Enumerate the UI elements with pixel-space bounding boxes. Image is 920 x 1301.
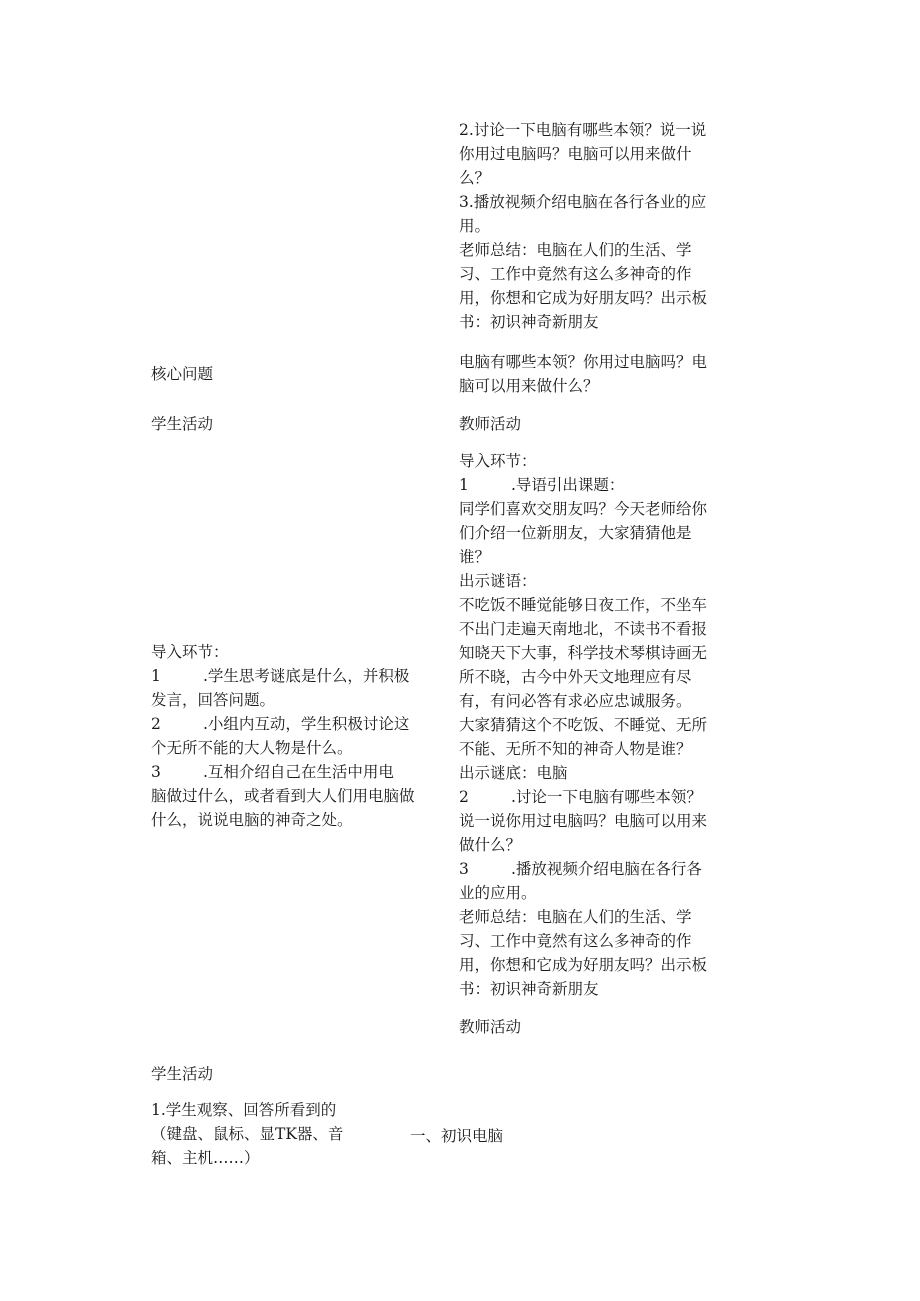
text-line: 什么，说说电脑的神奇之处。 [151, 811, 353, 829]
list-item [151, 664, 415, 688]
text-line: 发言，回答问题。 [151, 691, 276, 709]
section-title: 导入环节： [151, 643, 229, 661]
core-question-text [459, 350, 707, 398]
text-line: 同学们喜欢交朋友吗？今天老师给你 [459, 500, 708, 518]
text-line: 脑做过什么，或者看到大人们用电脑做 [151, 787, 415, 805]
item-text: .互相介绍自己在生活中用电 [203, 763, 394, 781]
text-line: 所不晓，古今中外天文地理应有尽 [459, 668, 692, 686]
item-text: .学生思考谜底是什么，并积极 [203, 667, 410, 685]
student-activity-header-2: 学生活动 [151, 1065, 214, 1083]
text-line: 不能、无所不知的神奇人物是谁？ [459, 740, 692, 758]
text-line: 么？ [459, 169, 491, 187]
list-item [459, 857, 707, 881]
list-item [151, 760, 415, 784]
text-line: 老师总结：电脑在人们的生活、学 [459, 241, 692, 259]
text-line: 个无所不能的大人物是什么。 [151, 739, 353, 757]
student-observation-block [151, 1098, 343, 1170]
text-line: 1.学生观察、回答所看到的 [151, 1101, 337, 1119]
item-number: 1 [459, 476, 469, 494]
teacher-activity-header-2: 教师活动 [459, 1018, 522, 1036]
text-line: 知晓天下大事，科学技术琴棋诗画无 [459, 644, 708, 662]
text-line: 用，你想和它成为好朋友吗？出示板 [459, 956, 708, 974]
text-line: 书：初识神奇新朋友 [459, 313, 599, 331]
top-teacher-continuation [459, 118, 707, 334]
teacher-intro-section [459, 449, 707, 1001]
text-line: （键盘、鼠标、显TK器、音 [151, 1125, 344, 1143]
text-line: 箱、主机……） [151, 1149, 260, 1167]
student-activity-header: 学生活动 [151, 415, 214, 433]
text-line: 不出门走遍天南地北，不读书不看报 [459, 620, 708, 638]
section-title-computer: 一、初识电脑 [410, 1127, 504, 1145]
text-line: 用。 [459, 217, 491, 235]
text-line: 习、工作中竟然有这么多神奇的作 [459, 932, 692, 950]
text-line: 做什么？ [459, 836, 522, 854]
list-item [459, 473, 707, 497]
text-line: 用，你想和它成为好朋友吗？出示板 [459, 289, 708, 307]
item-number: 2 [459, 788, 469, 806]
item-text: .导语引出课题： [511, 476, 625, 494]
item-number: 2 [151, 715, 161, 733]
text-line: 出示谜语： [459, 572, 537, 590]
text-line: 业的应用。 [459, 884, 537, 902]
text-line: 大家猜猜这个不吃饭、不睡觉、无所 [459, 716, 708, 734]
text-line: 你用过电脑吗？电脑可以用来做什 [459, 145, 692, 163]
text-line: 书：初识神奇新朋友 [459, 980, 599, 998]
section-title: 导入环节： [459, 452, 537, 470]
item-number: 3 [151, 763, 161, 781]
text-line: 谁？ [459, 548, 491, 566]
item-text: .小组内互动，学生积极讨论这 [203, 715, 410, 733]
item-number: 1 [151, 667, 161, 685]
text-line: 不吃饭不睡觉能够日夜工作，不坐车 [459, 596, 708, 614]
item-number: 3 [459, 860, 469, 878]
item-text: .讨论一下电脑有哪些本领？ [511, 788, 702, 806]
text-line: 出示谜底：电脑 [459, 764, 568, 782]
core-question-label: 核心问题 [151, 365, 214, 383]
text-line: 说一说你用过电脑吗？电脑可以用来 [459, 812, 708, 830]
list-item [459, 785, 707, 809]
teacher-activity-header: 教师活动 [459, 415, 522, 433]
text-line: 老师总结：电脑在人们的生活、学 [459, 908, 692, 926]
text-line: 电脑有哪些本领？你用过电脑吗？电 [459, 353, 708, 371]
text-line: 有，有问必答有求必应忠诚服务。 [459, 692, 692, 710]
text-line: 们介绍一位新朋友，大家猜猜他是 [459, 524, 692, 542]
text-line: 3.播放视频介绍电脑在各行各业的应 [459, 193, 707, 211]
text-line: 习、工作中竟然有这么多神奇的作 [459, 265, 692, 283]
list-item [151, 712, 415, 736]
text-line: 脑可以用来做什么？ [459, 377, 599, 395]
student-intro-section [151, 640, 415, 832]
item-text: .播放视频介绍电脑在各行各 [511, 860, 702, 878]
text-line: 2.讨论一下电脑有哪些本领？说一说 [459, 121, 707, 139]
